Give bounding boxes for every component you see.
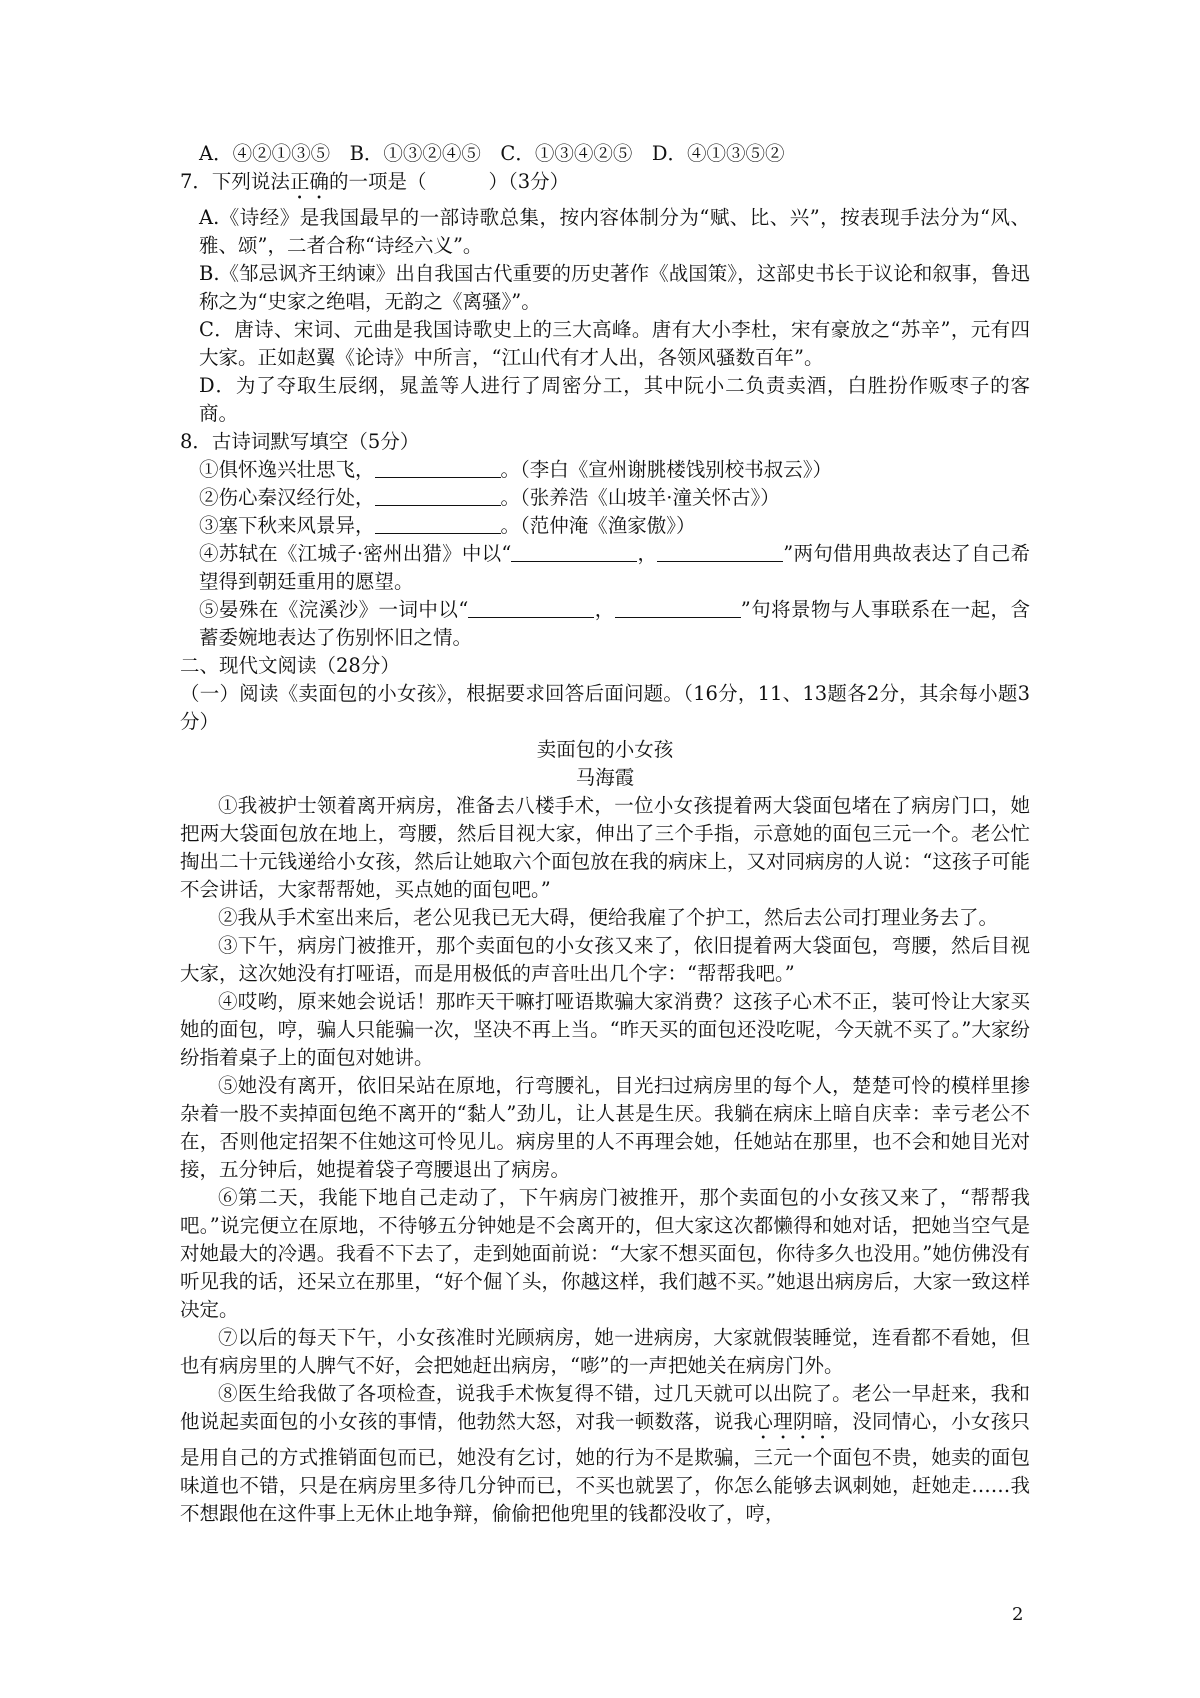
fill-blank (657, 541, 783, 562)
fill-blank (468, 597, 594, 618)
q6-options: A．④②①③⑤ B．①③②④⑤ C．①③④②⑤ D．④①③⑤② (199, 142, 785, 165)
article-paragraph-3: ③下午，病房门被推开，那个卖面包的小女孩又来了，依旧提着两大袋面包，弯腰，然后目视大家，这次她没有打哑语，而是用极低的声音吐出几个字：“帮帮我吧。” (180, 934, 1030, 985)
fill-blank (511, 541, 637, 562)
q7-option-b: B.《邹忌讽齐王纳谏》出自我国古代重要的历史著作《战国策》，这部史书长于议论和叙事，鲁迅称之为“史家之绝唱，无韵之《离骚》”。 (199, 262, 1030, 313)
fill-blank (375, 457, 501, 478)
q7-option-d: D．为了夺取生辰纲，晁盖等人进行了周密分工，其中阮小二负责卖酒，白胜扮作贩枣子的客商。 (199, 374, 1030, 425)
article-paragraph-2: ②我从手术室出来后，老公见我已无大碍，便给我雇了个护工，然后去公司打理业务去了。 (218, 906, 999, 929)
section-heading: 二、现代文阅读（28分） (180, 654, 400, 677)
fill-blank (375, 513, 501, 534)
q8-item-1: ①俱怀逸兴壮思飞， 。（李白《宣州谢朓楼饯别校书叔云》） (199, 458, 833, 481)
q8-item-2: ②伤心秦汉经行处， 。（张养浩《山坡羊·潼关怀古》） (199, 486, 780, 509)
q7-stem: 7．下列说法正确的一项是（ ）（3分） (180, 170, 570, 193)
q8-item-3: ③塞下秋来风景异， 。（范仲淹《渔家傲》） (199, 514, 696, 537)
article-paragraph-6: ⑥第二天，我能下地自己走动了，下午病房门被推开，那个卖面包的小女孩又来了，“帮帮我吧。”说完便立在原地，不待够五分钟她是不会离开的，但大家这次都懒得和她对话，把她当空气是对她最大的冷遇。我看不下去了，走到她面前说：“大家不想买面包，你待多久也没用。”她仿佛没有听见我的话，还呆立在那里，“好个倔丫头，你越这样，我们越不买。”她退出病房后，大家一致这样决定。 (180, 1186, 1030, 1321)
article-paragraph-7: ⑦以后的每天下午，小女孩准时光顾病房，她一进病房，大家就假装睡觉，连看都不看她，但也有病房里的人脾气不好，会把她赶出病房，“嘭”的一声把她关在病房门外。 (180, 1326, 1030, 1377)
fill-blank (615, 597, 741, 618)
emphasis-dots: 心理阴暗 (753, 1410, 833, 1433)
article-paragraph-8: ⑧医生给我做了各项检查，说我手术恢复得不错，过几天就可以出院了。老公一早赶来，我和他说起卖面包的小女孩的事情，他勃然大怒，对我一顿数落，说我心理阴暗，没同情心，小女孩只是用自己的方式推销面包而已，她没有乞讨，她的行为不是欺骗，三元一个面包不贵，她卖的面包味道也不错，只是在病房里多待几分钟而已，不买也就罢了，你怎么能够去讽刺她，赶她走……我不想跟他在这件事上无休止地争辩，偷偷把他兜里的钱都没收了，哼， (180, 1382, 1030, 1525)
article-paragraph-5: ⑤她没有离开，依旧呆站在原地，行弯腰礼，目光扫过病房里的每个人，楚楚可怜的模样里掺杂着一股不卖掉面包绝不离开的“黏人”劲儿，让人甚是生厌。我躺在病床上暗自庆幸：幸亏老公不在，否则他定招架不住她这可怜见儿。病房里的人不再理会她，任她站在那里，也不会和她目光对接，五分钟后，她提着袋子弯腰退出了病房。 (180, 1074, 1030, 1181)
q7-option-c: C．唐诗、宋词、元曲是我国诗歌史上的三大高峰。唐有大小李杜，宋有豪放之“苏辛”，元有四大家。正如赵翼《论诗》中所言，“江山代有才人出，各领风骚数百年”。 (199, 318, 1030, 369)
article-author: 马海霞 (575, 766, 635, 789)
article-paragraph-1: ①我被护士领着离开病房，准备去八楼手术，一位小女孩提着两大袋面包堵在了病房门口，她把两大袋面包放在地上，弯腰，然后目视大家，伸出了三个手指，示意她的面包三元一个。老公忙掏出二十元钱递给小女孩，然后让她取六个面包放在我的病床上，又对同病房的人说：“这孩子可能不会讲话，大家帮帮她，买点她的面包吧。” (180, 794, 1030, 901)
emphasis-dots: 正确 (289, 170, 329, 193)
q8-item-4: ④苏轼在《江城子·密州出猎》中以“ ， ”两句借用典故表达了自己希望得到朝廷重用的愿望。 (199, 542, 1030, 593)
q8-stem: 8．古诗词默写填空（5分） (180, 430, 420, 453)
page-number: 2 (1012, 1604, 1024, 1625)
q8-item-5: ⑤晏殊在《浣溪沙》一词中以“ ， ”句将景物与人事联系在一起，含蓄委婉地表达了伤别怀旧之情。 (199, 598, 1030, 649)
article-paragraph-4: ④哎哟，原来她会说话！那昨天干嘛打哑语欺骗大家消费？这孩子心术不正，装可怜让大家买她的面包，哼，骗人只能骗一次，坚决不再上当。“昨天买的面包还没吃呢，今天就不买了。”大家纷纷指着桌子上的面包对她讲。 (180, 990, 1030, 1069)
reading-intro: （一）阅读《卖面包的小女孩》，根据要求回答后面问题。（16分，11、13题各2分，其余每小题3分） (180, 682, 1030, 733)
exam-page (180, 140, 1030, 1528)
fill-blank (375, 485, 501, 506)
article-title: 卖面包的小女孩 (536, 738, 674, 761)
q7-option-a: A.《诗经》是我国最早的一部诗歌总集，按内容体制分为“赋、比、兴”，按表现手法分为“风、雅、颂”，二者合称“诗经六义”。 (199, 206, 1030, 257)
